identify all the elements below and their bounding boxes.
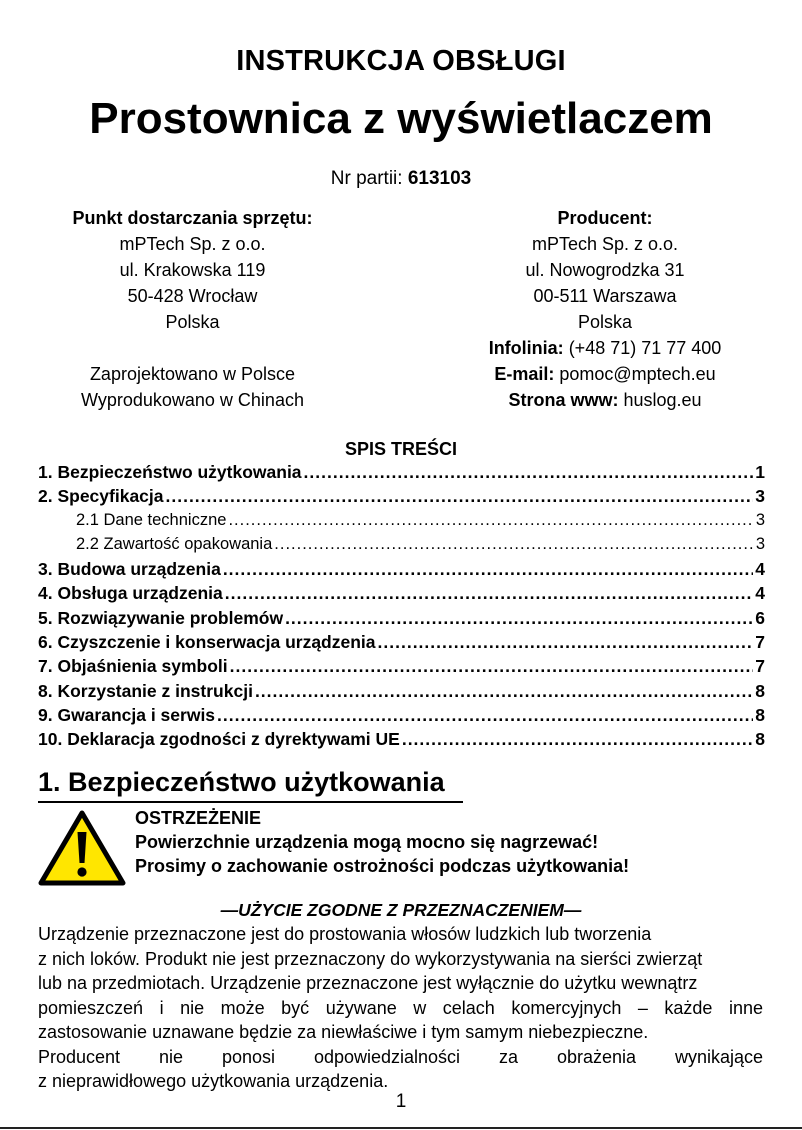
- toc-item-page: 7: [755, 632, 765, 653]
- page-number: 1: [395, 1091, 407, 1112]
- warning-line: Powierzchnie urządzenia mogą mocno się nagrzewać!: [135, 832, 599, 852]
- toc-leader: [230, 656, 754, 677]
- toc-leader: [274, 535, 754, 554]
- paragraph-line: z nieprawidłowego użytkowania urządzenia.: [38, 1071, 389, 1091]
- delivery-company: mPTech Sp. z o.o.: [119, 234, 266, 254]
- toc-item[interactable]: [38, 608, 765, 632]
- email: [440, 361, 770, 387]
- warning-text: [135, 806, 629, 878]
- toc-item-page: 6: [755, 607, 765, 628]
- email-label: E-mail:: [494, 364, 555, 384]
- batch-value: 613103: [407, 168, 472, 189]
- hotline-value: (+48 71) 71 77 400: [563, 338, 722, 358]
- toc-item-page: 8: [755, 680, 765, 701]
- toc-item[interactable]: [38, 583, 765, 607]
- intended-use-body: [38, 922, 763, 1094]
- toc-item-title: 5. Rozwiązywanie problemów: [38, 607, 284, 628]
- toc-item-page: 1: [755, 462, 765, 482]
- toc-item-title: 2.1 Dane techniczne: [76, 510, 227, 529]
- toc-item[interactable]: [38, 656, 765, 680]
- toc-leader: [223, 559, 753, 580]
- delivery-point-block: [30, 205, 355, 413]
- producer-heading: Producent:: [557, 208, 653, 228]
- toc-item-page: 8: [755, 704, 765, 725]
- toc-item-page: 7: [755, 656, 765, 677]
- document-type: INSTRUKCJA OBSŁUGI: [236, 45, 566, 77]
- section-heading-safety: 1. Bezpieczeństwo użytkowania: [38, 767, 463, 803]
- toc-item-page: 3: [755, 510, 765, 529]
- paragraph-line: pomieszczeń i nie może być używane w celach komercyjnych – każde inne: [38, 997, 763, 1018]
- toc-leader: [225, 583, 753, 604]
- delivery-point-heading: Punkt dostarczania sprzętu:: [72, 208, 313, 228]
- designed-in: Zaprojektowano w Polsce: [89, 364, 296, 384]
- toc-item-title: 2.2 Zawartość opakowania: [76, 534, 273, 553]
- paragraph-line: Producent nie ponosi odpowiedzialności za obrażenia wynikające: [38, 1046, 763, 1067]
- toc-item-page: 4: [755, 583, 765, 604]
- toc-item-title: 9. Gwarancja i serwis: [38, 704, 216, 725]
- table-of-contents: [38, 462, 765, 754]
- warning-title: OSTRZEŻENIE: [135, 808, 262, 828]
- toc-item[interactable]: [38, 729, 765, 753]
- toc-item[interactable]: [38, 705, 765, 729]
- producer-block: [440, 205, 770, 413]
- toc-subitem[interactable]: [38, 535, 765, 559]
- spacer: [30, 335, 355, 361]
- toc-item-title: 10. Deklaracja zgodności z dyrektywami UE: [38, 729, 400, 750]
- paragraph-line: Urządzenie przeznaczone jest do prostowania włosów ludzkich lub tworzenia: [38, 924, 652, 944]
- hotline-label: Infolinia:: [488, 338, 564, 358]
- batch-number: [0, 168, 802, 190]
- website-value: huslog.eu: [618, 390, 702, 410]
- made-in: Wyprodukowano w Chinach: [81, 390, 304, 410]
- toc-item-page: 3: [755, 534, 765, 553]
- toc-item-title: 7. Objaśnienia symboli: [38, 656, 228, 677]
- paragraph-line: zastosowanie uznawane będzie za niewłaściwe i tym samym niebezpieczne.: [38, 1022, 649, 1042]
- toc-item-title: 2. Specyfikacja: [38, 486, 164, 507]
- email-value: pomoc@mptech.eu: [554, 364, 716, 384]
- toc-item[interactable]: [38, 681, 765, 705]
- toc-subitem[interactable]: [38, 511, 765, 535]
- toc-item[interactable]: [38, 486, 765, 510]
- toc-item-title: 6. Czyszczenie i konserwacja urządzenia: [38, 632, 376, 653]
- batch-label: Nr partii:: [330, 168, 408, 189]
- toc-item[interactable]: [38, 559, 765, 583]
- toc-leader: [402, 729, 753, 750]
- website-label: Strona www:: [508, 390, 619, 410]
- toc-leader: [304, 462, 754, 483]
- toc-leader: [228, 511, 753, 530]
- toc-item-title: 3. Budowa urządzenia: [38, 559, 221, 580]
- toc-item[interactable]: [38, 632, 765, 656]
- website: [440, 387, 770, 413]
- hotline: [440, 335, 770, 361]
- toc-item-title: 4. Obsługa urządzenia: [38, 583, 223, 604]
- toc-title: SPIS TREŚCI: [344, 439, 458, 459]
- producer-city: 00-511 Warszawa: [533, 286, 677, 306]
- toc-item[interactable]: [38, 462, 765, 486]
- warning-line: Prosimy o zachowanie ostrożności podczas użytkowania!: [135, 856, 630, 876]
- bottom-rule: [0, 1127, 802, 1129]
- producer-company: mPTech Sp. z o.o.: [531, 234, 679, 254]
- producer-street: ul. Nowogrodzka 31: [525, 260, 685, 280]
- toc-leader: [255, 681, 753, 702]
- toc-item-page: 4: [755, 559, 765, 580]
- delivery-city: 50-428 Wrocław: [127, 286, 258, 306]
- toc-leader: [166, 486, 754, 507]
- warning-triangle-icon: [38, 810, 126, 886]
- delivery-street: ul. Krakowska 119: [119, 260, 266, 280]
- producer-country: Polska: [577, 312, 633, 332]
- toc-leader: [217, 705, 753, 726]
- toc-item-page: 8: [755, 729, 765, 750]
- delivery-country: Polska: [165, 312, 220, 332]
- paragraph-line: lub na przedmiotach. Urządzenie przeznaczone jest wyłącznie do użytku wewnątrz: [38, 973, 698, 993]
- intended-use-heading: —UŻYCIE ZGODNE Z PRZEZNACZENIEM—: [220, 900, 582, 920]
- toc-leader: [378, 632, 754, 653]
- document-title: Prostownica z wyświetlaczem: [89, 94, 713, 143]
- toc-item-title: 1. Bezpieczeństwo użytkowania: [38, 462, 302, 482]
- paragraph-line: z nich loków. Produkt nie jest przeznaczony do wykorzystywania na sierści zwierząt: [38, 948, 703, 969]
- toc-item-page: 3: [755, 486, 765, 507]
- toc-item-title: 8. Korzystanie z instrukcji: [38, 680, 253, 701]
- toc-leader: [285, 608, 753, 629]
